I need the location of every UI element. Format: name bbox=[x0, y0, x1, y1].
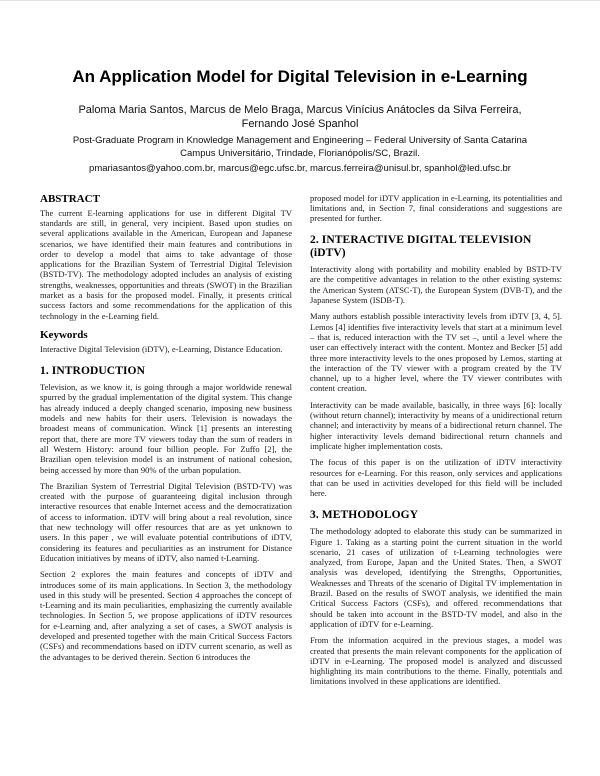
section-1-paragraph-3: Section 2 explores the main features and concepts of iDTV and introduces some of its main applications. In Section 3, the methodology used in this study will be presented. Section 4 approaches the concept of t-Learning and its main peculiarities, emphasizing the currently available technologies. In Section 5, we propose applications of iDTV resources for e-Learning and, after analyzing a set of cases, a SWOT analysis is developed and presented together with the main Critical Success Factors (CSFs) and recommendations based on iDTV current scenario, as well as the advantages to be derived therein. Section 6 introduces the bbox=[40, 569, 292, 662]
paper-title: An Application Model for Digital Television in e-Learning bbox=[72, 67, 528, 86]
affiliation-line-1: Post-Graduate Program in Knowledge Management and Engineering – Federal University of Santa Catarina bbox=[72, 135, 528, 147]
author-emails: pmariasantos@yahoo.com.br, marcus@egc.ufsc.br, marcus.ferreira@unisul.br, spanhol@led.ufsc.br bbox=[89, 163, 511, 175]
section-2-paragraph-3: Interactivity can be made available, basically, in three ways [6]: locally (without return channel); interactivity by means of a unidirectional return channel; and interactivity by means of a bidirectional return channel. The higher interactivity levels demand bidirectional return channels and implicate higher implementation costs. bbox=[310, 399, 562, 451]
author-block bbox=[40, 103, 560, 132]
two-column-body bbox=[40, 193, 560, 693]
section-3-paragraph-2: From the information acquired in the previous stages, a model was created that presents the main relevant components for the application of iDTV in e-Learning. The proposed model is analyzed and discussed highlighting its main contributions to the theme. Finally, potentials and limitations involved in these applications are identified. bbox=[310, 635, 562, 687]
right-column bbox=[310, 193, 562, 693]
section-2-heading: 2. INTERACTIVE DIGITAL TELEVISION (iDTV) bbox=[310, 234, 532, 260]
abstract-text: The current E-learning applications for use in different Digital TV standards are still, in general, very incipient. Based upon studies on several applications available in the American, European and Japanese scenarios, we have identified their main features and contributions in order to develop a model that aims to take advantage of those applications for the Brazilian System of Terrestrial Digital Television (BSTD-TV). The methodology adopted includes an analysis of existing strengths, weaknesses, opportunities and threats (SWOT) in the Brazilian market as a basis for the proposed model. Finally, it presents critical success factors and some recommendations for the application of this technology in the e-Learning field. bbox=[40, 207, 292, 321]
authors-line-2: Fernando José Spanhol bbox=[241, 117, 359, 130]
abstract-heading: ABSTRACT bbox=[40, 192, 100, 205]
left-column bbox=[40, 193, 292, 693]
section-1-heading: 1. INTRODUCTION bbox=[40, 365, 146, 378]
continuation-paragraph: proposed model for iDTV application in e-Learning, its potentialities and limitations and, in Section 7, final considerations and suggestions are presented for further. bbox=[310, 192, 562, 224]
section-2-paragraph-2: Many authors establish possible interactivity levels from iDTV [3, 4, 5]. Lemos [4] identifies five interactivity levels that start at a minimum level – that is, reduced interaction with the TV set –, until a level where the user can effectively interact with the content. Montez and Becker [5] add three more interactivity levels to the ones proposed by Lemos, starting at the interaction of the TV viewer with a program created by the TV channel, up to a higher level, where the TV viewer contributes with content creation. bbox=[310, 311, 562, 394]
section-3-heading: 3. METHODOLOGY bbox=[310, 509, 419, 522]
section-3-paragraph-1: The methodology adopted to elaborate this study can be summarized in Figure 1. Taking as a starting point the current situation in the world scenario, 21 cases of utilization of t-Learning technologies were analyzed, from Europe, Japan and the United States. Then, a SWOT analysis was developed, identifying the Strengths, Opportunities, Weaknesses and Threats of the scenario of Digital TV implementation in Brazil. Based on the results of SWOT analysis, we identified the main Critical Success Factors (CSFs), and offered recommendations that should be taken into account in the BSTD-TV model, and also in the application of iDTV for e-Learning. bbox=[310, 526, 562, 629]
keywords-heading: Keywords bbox=[40, 328, 88, 341]
affiliation-line-2: Campus Universitário, Trindade, Florianópolis/SC, Brazil. bbox=[180, 147, 420, 159]
section-2-paragraph-4: The focus of this paper is on the utilization of iDTV interactivity resources for e-Learning. For this reason, only services and applications that can be used in activities developed for this field will be included here. bbox=[310, 457, 562, 499]
section-1-paragraph-1: Television, as we know it, is going through a major worldwide renewal spurred by the gradual implementation of the digital system. This change has already induced a deeply changed scenario, imposing new business models and new habits for their users. Television is nowadays the broadest means of communication. Winck [1] presents an interesting report that, there are more TV viewers today than the sum of readers in all Western History: around four billion people. For Zuffo [2], the Brazilian open television model is an instrument of national cohesion, being accessed by more than 90% of the urban population. bbox=[40, 382, 292, 475]
section-2-paragraph-1: Interactivity along with portability and mobility enabled by BSTD-TV are the competitive advantages in relation to the other existing systems: the American System (ATSC-T), the European System (DVB-T), and the Japanese System (ISDB-T). bbox=[310, 264, 562, 306]
keywords-text: Interactive Digital Television (iDTV), e-Learning, Distance Education. bbox=[40, 344, 283, 354]
section-1-paragraph-2: The Brazilian System of Terrestrial Digital Television (BSTD-TV) was created with the purpose of guaranteeing digital inclusion through interactive resources that enable Internet access and the democratization of access to information. iDTV will bring about a real revolution, since that new technology will offer resources that are as yet unknown to users. In this paper , we will evaluate potential contributions of iDTV, considering its features and peculiarities as an instrument for Distance Education initiatives by means of iDTV, also named t-Learning. bbox=[40, 480, 292, 563]
authors-line-1: Paloma Maria Santos, Marcus de Melo Braga, Marcus Vinícius Anátocles da Silva Ferreira, bbox=[78, 103, 522, 116]
affiliation-block bbox=[40, 135, 560, 160]
